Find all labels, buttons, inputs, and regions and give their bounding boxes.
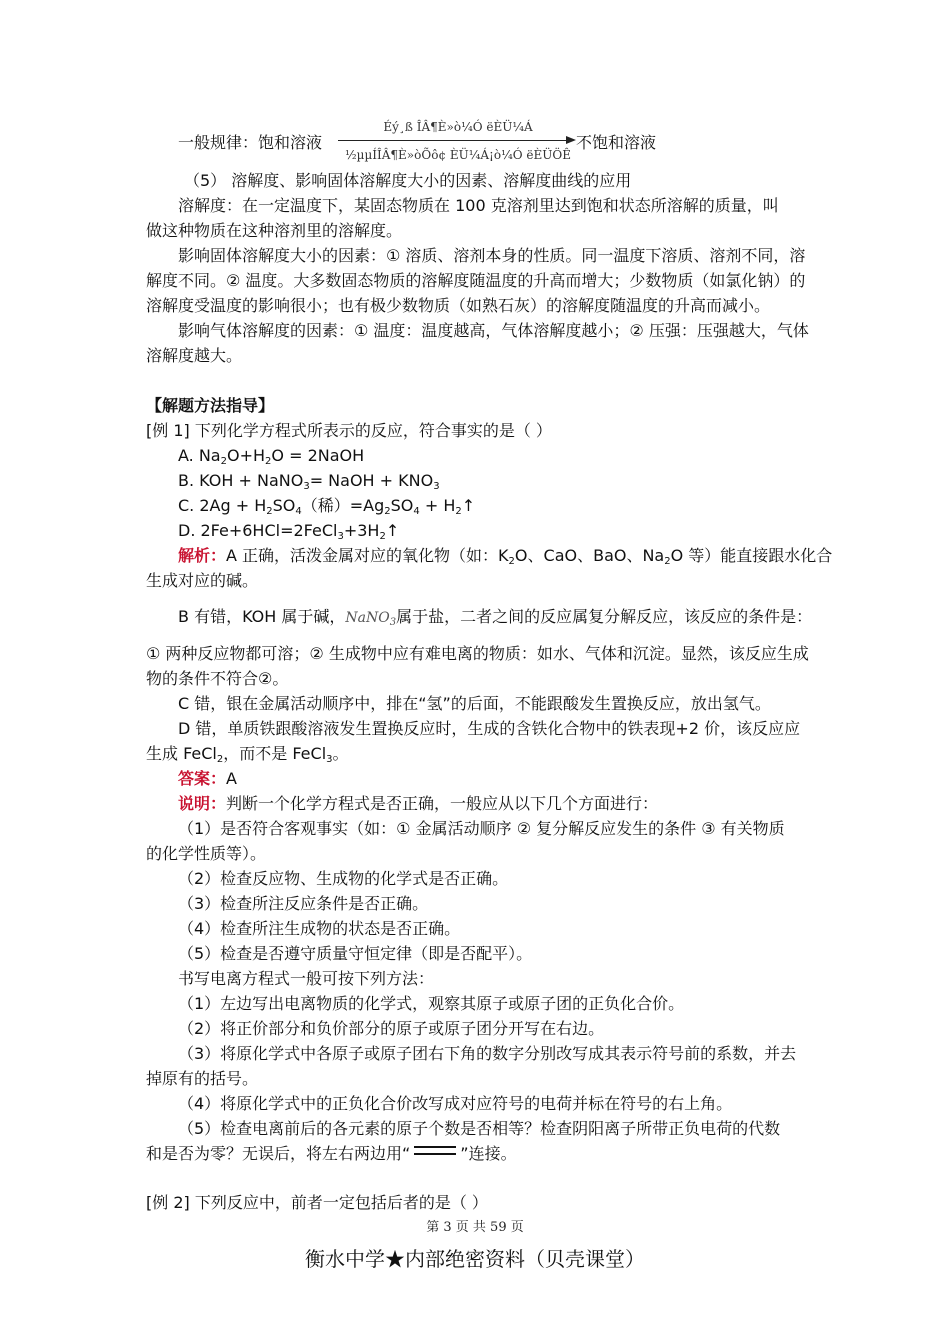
arrow-head-icon xyxy=(566,136,576,144)
note-item-1a: （1）是否符合客观事实（如：① 金属活动顺序 ② 复分解反应发生的条件 ③ 有关物质 xyxy=(178,819,785,838)
solubility-def-2: 做这种物质在这种溶剂里的溶解度。 xyxy=(146,221,403,240)
method-heading: 【解题方法指导】 xyxy=(146,396,275,415)
option-b: B. KOH + NaNO$_3$= NaOH + $KNO_3$ xyxy=(178,471,440,492)
note-item-3: （3）检查所注反应条件是否正确。 xyxy=(178,894,429,913)
solubility-def-1: 溶解度：在一定温度下，某固态物质在 100 克溶剂里达到饱和状态所溶解的质量，叫 xyxy=(178,196,779,215)
ion-step-5a: （5）检查电离前后的各元素的原子个数是否相等？检查阴阳离子所带正负电荷的代数 xyxy=(178,1119,781,1138)
c-wrong: C 错，银在金属活动顺序中，排在“氢”的后面，不能跟酸发生置换反应，放出氢气。 xyxy=(178,694,771,713)
ion-step-3b: 掉原有的括号。 xyxy=(146,1069,259,1088)
b-condition-2: 物的条件不符合②。 xyxy=(146,669,289,688)
solid-factors-2: 解度不同。② 温度。大多数固态物质的溶解度随温度的升高而增大；少数物质（如氯化钠）的 xyxy=(146,271,806,290)
gas-factors-1: 影响气体溶解度的因素：① 温度：温度越高，气体溶解度越小；② 压强：压强越大，气体 xyxy=(178,321,809,340)
ion-step-1: （1）左边写出电离物质的化学式，观察其原子或原子团的正负化合价。 xyxy=(178,994,685,1013)
answer-value: A xyxy=(226,769,237,788)
rule-left: 一般规律：饱和溶液 xyxy=(178,133,323,152)
ion-step-2: （2）将正价部分和负价部分的原子或原子团分开写在右边。 xyxy=(178,1019,605,1038)
example2-question: [例 2] 下列反应中，前者一定包括后者的是（ ） xyxy=(146,1193,488,1212)
nano3-formula: NaNO$_3$ xyxy=(345,610,397,628)
equals-sign-icon xyxy=(414,1146,456,1155)
ion-step-4: （4）将原化学式中的正负化合价改写成对应符号的电荷并标在符号的右上角。 xyxy=(178,1094,733,1113)
solid-factors-1: 影响固体溶解度大小的因素：① 溶质、溶剂本身的性质。同一温度下溶质、溶剂不同，溶 xyxy=(178,246,806,265)
section5-title: （5） 溶解度、影响固体溶解度大小的因素、溶解度曲线的应用 xyxy=(184,171,632,190)
example1-question: [例 1] 下列化学方程式所表示的反应，符合事实的是（ ） xyxy=(146,421,552,440)
analysis-label: 解析： xyxy=(178,546,227,565)
gas-factors-2: 溶解度越大。 xyxy=(146,346,243,365)
note-item-2: （2）检查反应物、生成物的化学式是否正确。 xyxy=(178,869,509,888)
reaction-arrow xyxy=(338,118,578,164)
option-d: D. $2Fe+6HCl=2FeCl_3+3H_2↑$ xyxy=(178,521,400,542)
option-a: A. $Na_2O+H_2O$ = 2NaOH xyxy=(178,446,365,467)
arrow-bottom-label: ½µµÍÎÂ¶È»òÕô¢ ÈÜ¼Á¡ò¼Ó ëÈÜÖÊ xyxy=(345,148,571,162)
note-item-1b: 的化学性质等）。 xyxy=(146,844,267,863)
ion-step-3a: （3）将原化学式中各原子或原子团右下角的数字分别改写成其表示符号前的系数，并去 xyxy=(178,1044,797,1063)
ion-intro: 书写电离方程式一般可按下列方法： xyxy=(178,969,435,988)
page-number: 第 3 页 共 59 页 xyxy=(426,1220,524,1235)
source-footer: 衡水中学★内部绝密资料（贝壳课堂） xyxy=(305,1247,645,1271)
b-condition-1: ① 两种反应物都可溶；② 生成物中应有难电离的物质：如水、气体和沉淀。显然，该反应生成 xyxy=(146,644,809,663)
note-item-4: （4）检查所注生成物的状态是否正确。 xyxy=(178,919,461,938)
b-wrong-line: B 有错，KOH 属于碱，NaNO$_3$属于盐，二者之间的反应属复分解反应，该反应的条件是： xyxy=(178,607,813,628)
option-c: C. $2Ag + H_2SO_4$（稀）$=Ag_2SO_4$ + $H_2↑$ xyxy=(178,496,476,517)
analysis-line-2: 生成对应的碱。 xyxy=(146,571,259,590)
d-wrong-1: D 错，单质铁跟酸溶液发生置换反应时，生成的含铁化合物中的铁表现+2 价，该反应应 xyxy=(178,719,801,738)
rule-right: 不饱和溶液 xyxy=(576,133,657,152)
answer-label: 答案： xyxy=(178,769,227,788)
arrow-top-label: Éý¸ß ÎÂ¶È»ò¼Ó ëÈÜ¼Á xyxy=(383,120,533,134)
arrow-line xyxy=(338,140,570,141)
note-label: 说明： xyxy=(178,794,227,813)
ion-step-5b: 和是否为零？无误后，将左右两边用“ ”连接。 xyxy=(146,1144,517,1163)
note-item-5: （5）检查是否遵守质量守恒定律（即是否配平）。 xyxy=(178,944,533,963)
d-wrong-2: 生成 FeCl$_2$，而不是 FeCl$_3$。 xyxy=(146,744,349,765)
answer-line xyxy=(178,768,237,790)
note-line: 说明：判断一个化学方程式是否正确，一般应从以下几个方面进行： xyxy=(178,794,659,813)
solid-factors-3: 溶解度受温度的影响很小；也有极少数物质（如熟石灰）的溶解度随温度的升高而减小。 xyxy=(146,296,771,315)
analysis-line-1: 解析：A 正确，活泼金属对应的氧化物（如：$K_2O$、CaO、BaO、$Na_2O$ 等）能直接跟水化合 xyxy=(178,546,833,567)
